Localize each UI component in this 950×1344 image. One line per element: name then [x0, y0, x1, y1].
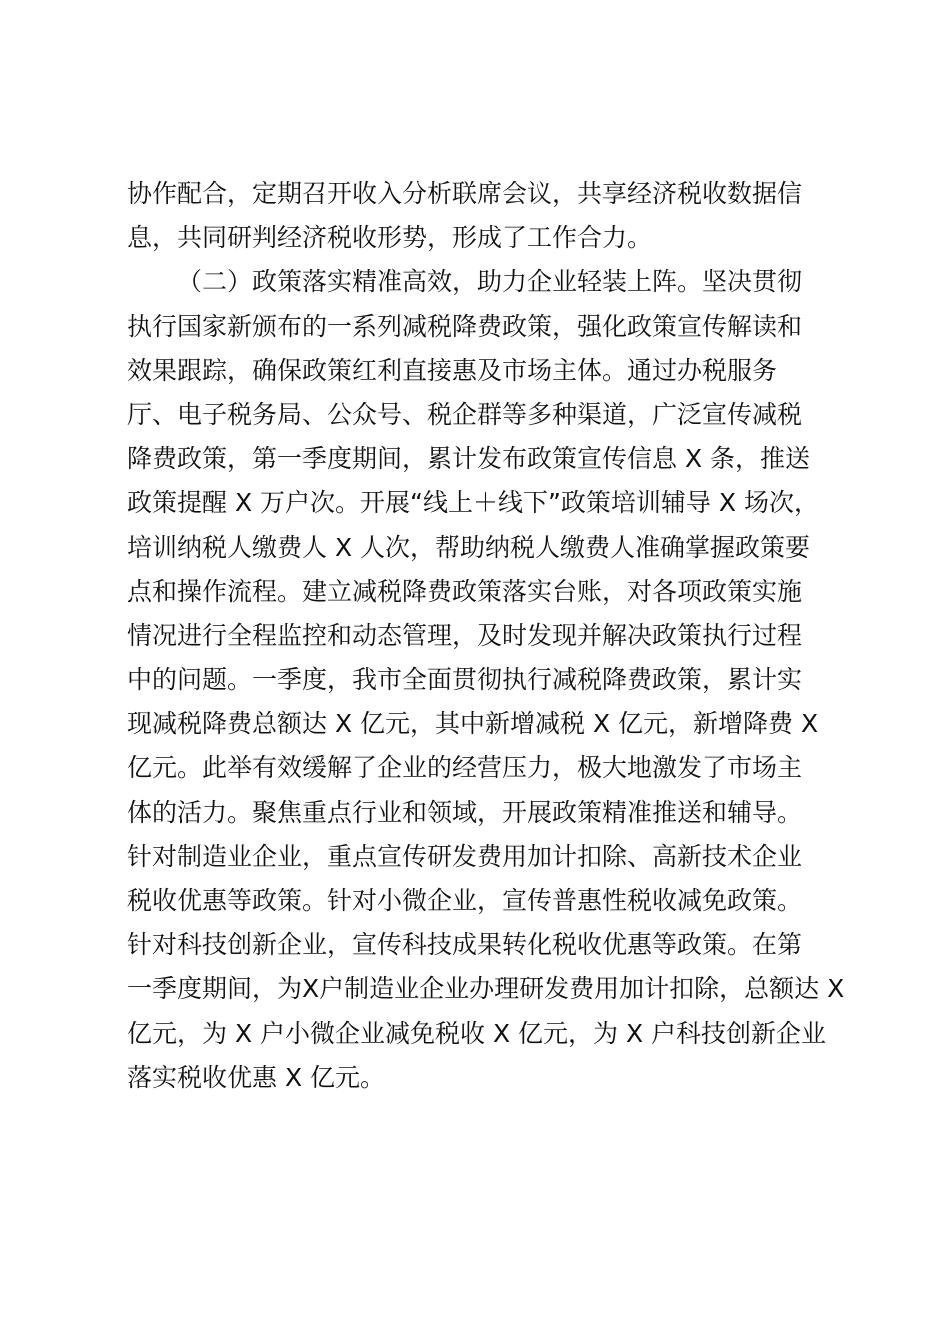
text-line: 亿元。此举有效缓解了企业的经营压力，极大地激发了市场主	[127, 753, 803, 783]
text-line: 体的活力。聚焦重点行业和领域，开展政策精准推送和辅导。	[127, 797, 803, 827]
text-line: 落实税收优惠 X 亿元。	[127, 1062, 386, 1092]
text-line: 厅、电子税务局、公众号、税企群等多种渠道，广泛宣传减税	[127, 399, 803, 429]
text-line: 协作配合，定期召开收入分析联席会议，共享经济税收数据信	[127, 179, 803, 208]
text-line: 息，共同研判经济税收形势，形成了工作合力。	[127, 223, 653, 253]
text-line: 现减税降费总额达 X 亿元，其中新增减税 X 亿元，新增降费 X	[127, 709, 819, 739]
text-line: 情况进行全程监控和动态管理，及时发现并解决政策执行过程	[127, 620, 803, 650]
text-line: 点和操作流程。建立减税降费政策落实台账，对各项政策实施	[127, 576, 803, 606]
text-line: 税收优惠等政策。针对小微企业，宣传普惠性税收减免政策。	[127, 886, 803, 915]
text-line: 中的问题。一季度，我市全面贯彻执行减税降费政策，累计实	[127, 665, 803, 695]
text-line: 政策提醒 X 万户次。开展“线上＋线下”政策培训辅导 X 场次，	[127, 488, 819, 518]
text-line: 针对科技创新企业，宣传科技成果转化税收优惠等政策。在第	[127, 930, 803, 960]
text-line: 针对制造业企业，重点宣传研发费用加计扣除、高新技术企业	[127, 841, 803, 871]
text-line: 一季度期间，为X户制造业企业办理研发费用加计扣除，总额达 X	[127, 974, 845, 1004]
body-text	[127, 172, 845, 1100]
text-line: 亿元，为 X 户小微企业减免税收 X 亿元，为 X 户科技创新企业	[127, 1018, 827, 1048]
section-heading-line: （二）政策落实精准高效，助力企业轻装上阵。坚决贯彻	[177, 267, 803, 297]
text-line: 降费政策，第一季度期间，累计发布政策宣传信息 X 条，推送	[127, 444, 811, 474]
text-line: 培训纳税人缴费人 X 人次，帮助纳税人缴费人准确掌握政策要	[127, 532, 811, 562]
text-line: 效果跟踪，确保政策红利直接惠及市场主体。通过办税服务	[127, 355, 778, 385]
text-line: 执行国家新颁布的一系列减税降费政策，强化政策宣传解读和	[127, 311, 803, 341]
